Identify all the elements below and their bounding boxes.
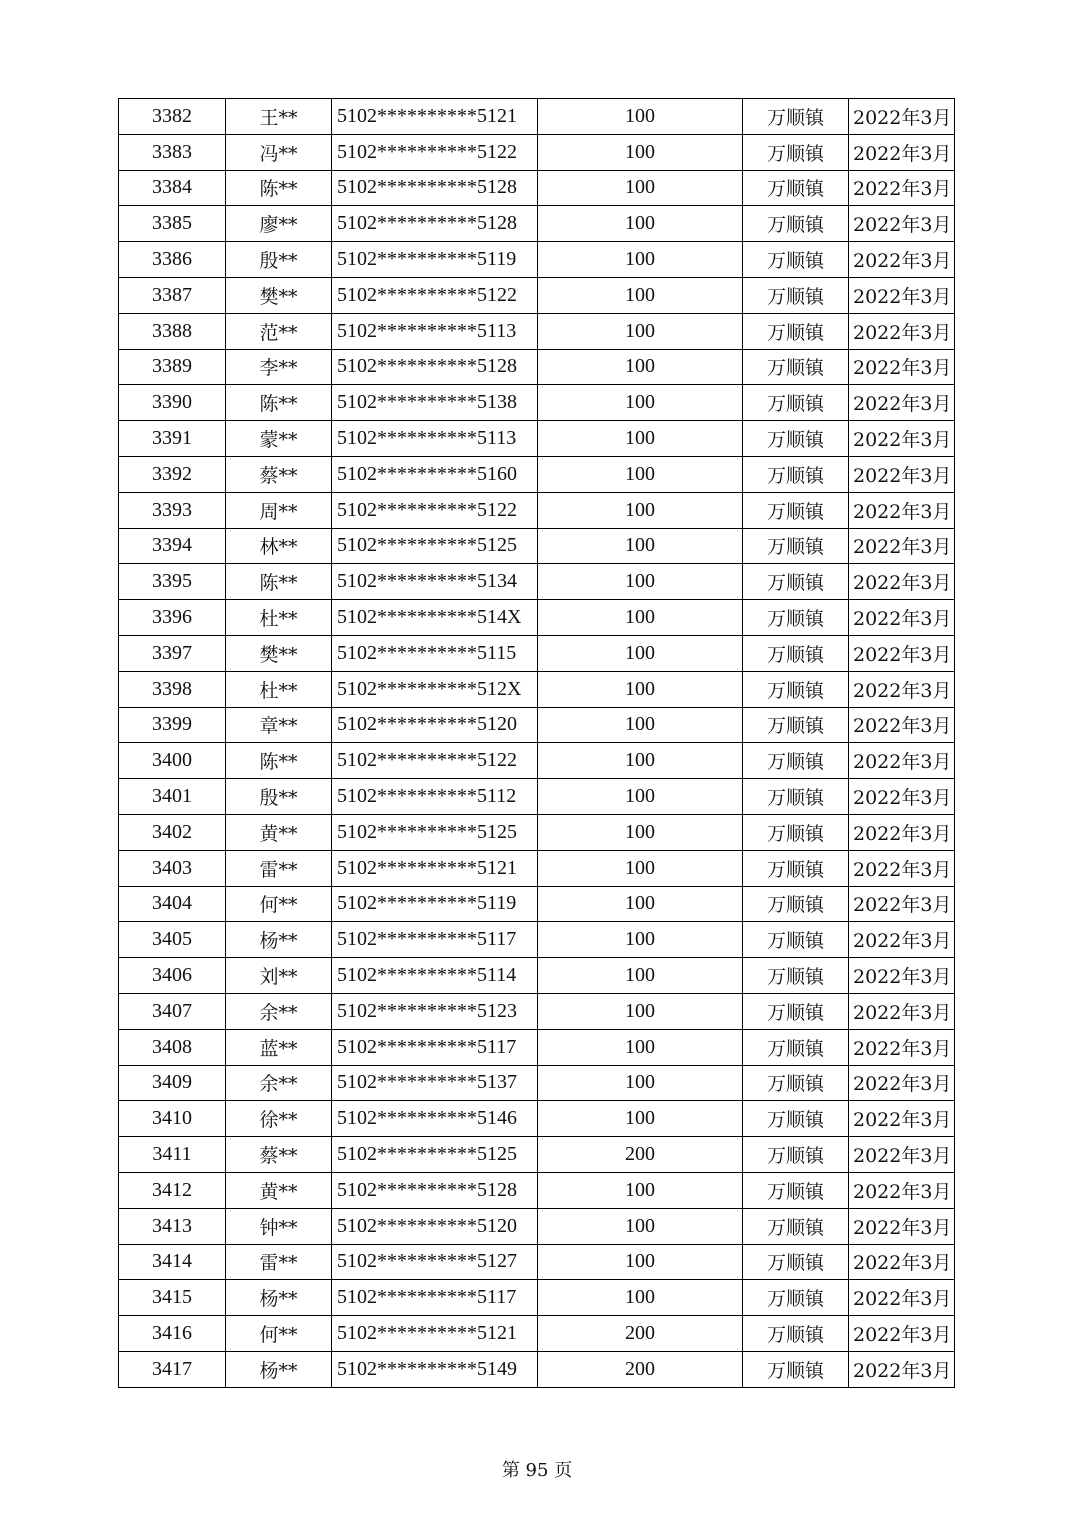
row-amount: 100 — [538, 277, 743, 313]
row-amount: 100 — [538, 635, 743, 671]
row-amount: 100 — [538, 1029, 743, 1065]
table-row — [119, 1065, 955, 1101]
row-amount: 100 — [538, 313, 743, 349]
row-seq: 3413 — [119, 1208, 226, 1244]
row-town: 万顺镇 — [743, 671, 849, 707]
table-row — [119, 1029, 955, 1065]
row-date: 2022年3月 — [849, 922, 955, 958]
row-name: 蒙** — [226, 421, 332, 457]
row-name: 何** — [226, 1316, 332, 1352]
row-amount: 100 — [538, 922, 743, 958]
row-date: 2022年3月 — [849, 779, 955, 815]
table-row — [119, 922, 955, 958]
row-seq: 3408 — [119, 1029, 226, 1065]
row-town: 万顺镇 — [743, 635, 849, 671]
row-town: 万顺镇 — [743, 313, 849, 349]
row-date: 2022年3月 — [849, 1172, 955, 1208]
row-name: 廖** — [226, 206, 332, 242]
row-id-number: 5102**********5122 — [332, 134, 538, 170]
row-name: 樊** — [226, 635, 332, 671]
row-town: 万顺镇 — [743, 1208, 849, 1244]
row-date: 2022年3月 — [849, 850, 955, 886]
row-seq: 3399 — [119, 707, 226, 743]
row-date: 2022年3月 — [849, 743, 955, 779]
row-amount: 100 — [538, 492, 743, 528]
row-name: 林** — [226, 528, 332, 564]
table-row — [119, 958, 955, 994]
row-date: 2022年3月 — [849, 277, 955, 313]
row-id-number: 5102**********5160 — [332, 456, 538, 492]
table-row — [119, 170, 955, 206]
row-name: 章** — [226, 707, 332, 743]
row-town: 万顺镇 — [743, 99, 849, 135]
row-name: 陈** — [226, 385, 332, 421]
row-name: 殷** — [226, 779, 332, 815]
row-date: 2022年3月 — [849, 206, 955, 242]
row-amount: 200 — [538, 1351, 743, 1387]
row-amount: 100 — [538, 1280, 743, 1316]
row-date: 2022年3月 — [849, 958, 955, 994]
row-name: 杨** — [226, 922, 332, 958]
row-amount: 100 — [538, 1101, 743, 1137]
row-name: 黄** — [226, 814, 332, 850]
table-row — [119, 600, 955, 636]
page-footer — [0, 1456, 1074, 1482]
row-seq: 3384 — [119, 170, 226, 206]
row-id-number: 5102**********5114 — [332, 958, 538, 994]
row-date: 2022年3月 — [849, 993, 955, 1029]
table-row — [119, 277, 955, 313]
row-amount: 100 — [538, 1208, 743, 1244]
row-seq: 3389 — [119, 349, 226, 385]
row-seq: 3388 — [119, 313, 226, 349]
row-amount: 100 — [538, 349, 743, 385]
row-town: 万顺镇 — [743, 1065, 849, 1101]
row-id-number: 5102**********5137 — [332, 1065, 538, 1101]
row-id-number: 5102**********5138 — [332, 385, 538, 421]
row-town: 万顺镇 — [743, 779, 849, 815]
row-amount: 100 — [538, 564, 743, 600]
row-name: 陈** — [226, 564, 332, 600]
row-town: 万顺镇 — [743, 743, 849, 779]
row-id-number: 5102**********5117 — [332, 1029, 538, 1065]
table-row — [119, 671, 955, 707]
row-id-number: 5102**********5119 — [332, 886, 538, 922]
row-date: 2022年3月 — [849, 1244, 955, 1280]
row-date: 2022年3月 — [849, 349, 955, 385]
row-id-number: 5102**********5120 — [332, 1208, 538, 1244]
row-town: 万顺镇 — [743, 528, 849, 564]
row-id-number: 5102**********5146 — [332, 1101, 538, 1137]
table-row — [119, 1172, 955, 1208]
row-id-number: 5102**********5113 — [332, 421, 538, 457]
row-name: 周** — [226, 492, 332, 528]
row-id-number: 5102**********5113 — [332, 313, 538, 349]
row-id-number: 5102**********5128 — [332, 349, 538, 385]
row-seq: 3401 — [119, 779, 226, 815]
row-town: 万顺镇 — [743, 1137, 849, 1173]
row-id-number: 5102**********5125 — [332, 528, 538, 564]
table-row — [119, 1137, 955, 1173]
row-amount: 100 — [538, 993, 743, 1029]
row-town: 万顺镇 — [743, 707, 849, 743]
row-date: 2022年3月 — [849, 635, 955, 671]
row-name: 殷** — [226, 242, 332, 278]
row-id-number: 5102**********5112 — [332, 779, 538, 815]
row-seq: 3405 — [119, 922, 226, 958]
row-id-number: 5102**********5123 — [332, 993, 538, 1029]
row-amount: 100 — [538, 134, 743, 170]
row-amount: 100 — [538, 1244, 743, 1280]
row-name: 陈** — [226, 170, 332, 206]
row-amount: 100 — [538, 206, 743, 242]
table-row — [119, 1244, 955, 1280]
row-id-number: 5102**********5120 — [332, 707, 538, 743]
row-id-number: 5102**********5115 — [332, 635, 538, 671]
row-date: 2022年3月 — [849, 313, 955, 349]
row-name: 杨** — [226, 1280, 332, 1316]
row-date: 2022年3月 — [849, 814, 955, 850]
row-date: 2022年3月 — [849, 242, 955, 278]
row-town: 万顺镇 — [743, 1316, 849, 1352]
table-row — [119, 779, 955, 815]
row-date: 2022年3月 — [849, 421, 955, 457]
row-town: 万顺镇 — [743, 1244, 849, 1280]
row-amount: 200 — [538, 1137, 743, 1173]
row-id-number: 5102**********514X — [332, 600, 538, 636]
row-seq: 3387 — [119, 277, 226, 313]
row-name: 杜** — [226, 600, 332, 636]
row-town: 万顺镇 — [743, 385, 849, 421]
footer-prefix: 第 — [501, 1460, 520, 1481]
row-name: 杨** — [226, 1351, 332, 1387]
row-date: 2022年3月 — [849, 1280, 955, 1316]
row-id-number: 5102**********5125 — [332, 814, 538, 850]
table-row — [119, 313, 955, 349]
row-seq: 3406 — [119, 958, 226, 994]
row-town: 万顺镇 — [743, 850, 849, 886]
row-town: 万顺镇 — [743, 277, 849, 313]
row-name: 雷** — [226, 1244, 332, 1280]
row-amount: 100 — [538, 421, 743, 457]
row-town: 万顺镇 — [743, 421, 849, 457]
row-name: 余** — [226, 993, 332, 1029]
row-name: 钟** — [226, 1208, 332, 1244]
table-row — [119, 349, 955, 385]
row-seq: 3390 — [119, 385, 226, 421]
row-name: 蓝** — [226, 1029, 332, 1065]
row-town: 万顺镇 — [743, 170, 849, 206]
row-town: 万顺镇 — [743, 206, 849, 242]
row-id-number: 5102**********512X — [332, 671, 538, 707]
row-amount: 100 — [538, 850, 743, 886]
row-town: 万顺镇 — [743, 456, 849, 492]
row-date: 2022年3月 — [849, 707, 955, 743]
table-row — [119, 814, 955, 850]
table-row — [119, 886, 955, 922]
row-seq: 3398 — [119, 671, 226, 707]
table-row — [119, 206, 955, 242]
row-name: 黄** — [226, 1172, 332, 1208]
row-date: 2022年3月 — [849, 385, 955, 421]
row-amount: 100 — [538, 170, 743, 206]
row-seq: 3407 — [119, 993, 226, 1029]
row-id-number: 5102**********5121 — [332, 99, 538, 135]
table-row — [119, 385, 955, 421]
row-town: 万顺镇 — [743, 134, 849, 170]
row-date: 2022年3月 — [849, 170, 955, 206]
row-name: 徐** — [226, 1101, 332, 1137]
row-date: 2022年3月 — [849, 1137, 955, 1173]
row-town: 万顺镇 — [743, 492, 849, 528]
row-date: 2022年3月 — [849, 99, 955, 135]
row-seq: 3404 — [119, 886, 226, 922]
row-date: 2022年3月 — [849, 134, 955, 170]
row-seq: 3417 — [119, 1351, 226, 1387]
table-row — [119, 492, 955, 528]
table-row — [119, 421, 955, 457]
row-seq: 3400 — [119, 743, 226, 779]
table-row — [119, 456, 955, 492]
row-id-number: 5102**********5134 — [332, 564, 538, 600]
row-id-number: 5102**********5122 — [332, 743, 538, 779]
row-amount: 100 — [538, 456, 743, 492]
row-seq: 3386 — [119, 242, 226, 278]
row-amount: 100 — [538, 600, 743, 636]
row-town: 万顺镇 — [743, 814, 849, 850]
table-row — [119, 743, 955, 779]
row-id-number: 5102**********5149 — [332, 1351, 538, 1387]
row-seq: 3411 — [119, 1137, 226, 1173]
row-town: 万顺镇 — [743, 886, 849, 922]
row-id-number: 5102**********5128 — [332, 206, 538, 242]
row-town: 万顺镇 — [743, 1280, 849, 1316]
row-amount: 100 — [538, 707, 743, 743]
row-town: 万顺镇 — [743, 922, 849, 958]
row-seq: 3397 — [119, 635, 226, 671]
row-town: 万顺镇 — [743, 242, 849, 278]
row-amount: 100 — [538, 779, 743, 815]
row-date: 2022年3月 — [849, 564, 955, 600]
row-name: 冯** — [226, 134, 332, 170]
row-date: 2022年3月 — [849, 886, 955, 922]
row-seq: 3410 — [119, 1101, 226, 1137]
row-id-number: 5102**********5127 — [332, 1244, 538, 1280]
row-name: 李** — [226, 349, 332, 385]
row-name: 樊** — [226, 277, 332, 313]
row-date: 2022年3月 — [849, 528, 955, 564]
row-name: 范** — [226, 313, 332, 349]
row-seq: 3416 — [119, 1316, 226, 1352]
row-date: 2022年3月 — [849, 1029, 955, 1065]
row-id-number: 5102**********5125 — [332, 1137, 538, 1173]
row-date: 2022年3月 — [849, 600, 955, 636]
row-date: 2022年3月 — [849, 456, 955, 492]
row-name: 余** — [226, 1065, 332, 1101]
row-amount: 100 — [538, 671, 743, 707]
row-name: 蔡** — [226, 456, 332, 492]
table-row — [119, 635, 955, 671]
row-town: 万顺镇 — [743, 600, 849, 636]
table-row — [119, 993, 955, 1029]
row-seq: 3396 — [119, 600, 226, 636]
row-seq: 3394 — [119, 528, 226, 564]
row-seq: 3382 — [119, 99, 226, 135]
row-seq: 3385 — [119, 206, 226, 242]
table-row — [119, 1208, 955, 1244]
records-table — [118, 98, 955, 1388]
row-town: 万顺镇 — [743, 349, 849, 385]
table-row — [119, 1280, 955, 1316]
row-town: 万顺镇 — [743, 564, 849, 600]
table-row — [119, 528, 955, 564]
row-seq: 3391 — [119, 421, 226, 457]
row-amount: 100 — [538, 99, 743, 135]
row-seq: 3402 — [119, 814, 226, 850]
row-date: 2022年3月 — [849, 492, 955, 528]
row-seq: 3392 — [119, 456, 226, 492]
row-seq: 3409 — [119, 1065, 226, 1101]
row-id-number: 5102**********5119 — [332, 242, 538, 278]
page-number: 95 — [525, 1460, 549, 1481]
table-row — [119, 99, 955, 135]
row-seq: 3415 — [119, 1280, 226, 1316]
row-amount: 100 — [538, 814, 743, 850]
row-date: 2022年3月 — [849, 1208, 955, 1244]
footer-suffix: 页 — [554, 1460, 573, 1481]
row-date: 2022年3月 — [849, 1351, 955, 1387]
row-id-number: 5102**********5117 — [332, 922, 538, 958]
row-town: 万顺镇 — [743, 1351, 849, 1387]
row-amount: 100 — [538, 385, 743, 421]
table-row — [119, 134, 955, 170]
table-row — [119, 564, 955, 600]
row-amount: 200 — [538, 1316, 743, 1352]
row-name: 杜** — [226, 671, 332, 707]
row-amount: 100 — [538, 1065, 743, 1101]
row-town: 万顺镇 — [743, 1029, 849, 1065]
row-amount: 100 — [538, 886, 743, 922]
table-row — [119, 1316, 955, 1352]
row-id-number: 5102**********5121 — [332, 1316, 538, 1352]
row-date: 2022年3月 — [849, 1101, 955, 1137]
row-name: 雷** — [226, 850, 332, 886]
row-id-number: 5102**********5122 — [332, 492, 538, 528]
row-town: 万顺镇 — [743, 1172, 849, 1208]
row-name: 陈** — [226, 743, 332, 779]
row-id-number: 5102**********5121 — [332, 850, 538, 886]
row-date: 2022年3月 — [849, 1316, 955, 1352]
row-name: 何** — [226, 886, 332, 922]
row-amount: 100 — [538, 528, 743, 564]
row-seq: 3383 — [119, 134, 226, 170]
row-seq: 3414 — [119, 1244, 226, 1280]
row-amount: 100 — [538, 743, 743, 779]
row-date: 2022年3月 — [849, 671, 955, 707]
row-id-number: 5102**********5128 — [332, 170, 538, 206]
row-seq: 3395 — [119, 564, 226, 600]
row-amount: 100 — [538, 242, 743, 278]
row-name: 王** — [226, 99, 332, 135]
table-row — [119, 242, 955, 278]
table-row — [119, 1351, 955, 1387]
row-name: 蔡** — [226, 1137, 332, 1173]
table-row — [119, 707, 955, 743]
row-amount: 100 — [538, 1172, 743, 1208]
row-seq: 3403 — [119, 850, 226, 886]
row-town: 万顺镇 — [743, 993, 849, 1029]
row-seq: 3393 — [119, 492, 226, 528]
records-body — [119, 99, 955, 1388]
row-id-number: 5102**********5122 — [332, 277, 538, 313]
row-id-number: 5102**********5117 — [332, 1280, 538, 1316]
table-row — [119, 850, 955, 886]
row-date: 2022年3月 — [849, 1065, 955, 1101]
table-row — [119, 1101, 955, 1137]
row-name: 刘** — [226, 958, 332, 994]
row-amount: 100 — [538, 958, 743, 994]
row-town: 万顺镇 — [743, 1101, 849, 1137]
row-town: 万顺镇 — [743, 958, 849, 994]
row-seq: 3412 — [119, 1172, 226, 1208]
row-id-number: 5102**********5128 — [332, 1172, 538, 1208]
